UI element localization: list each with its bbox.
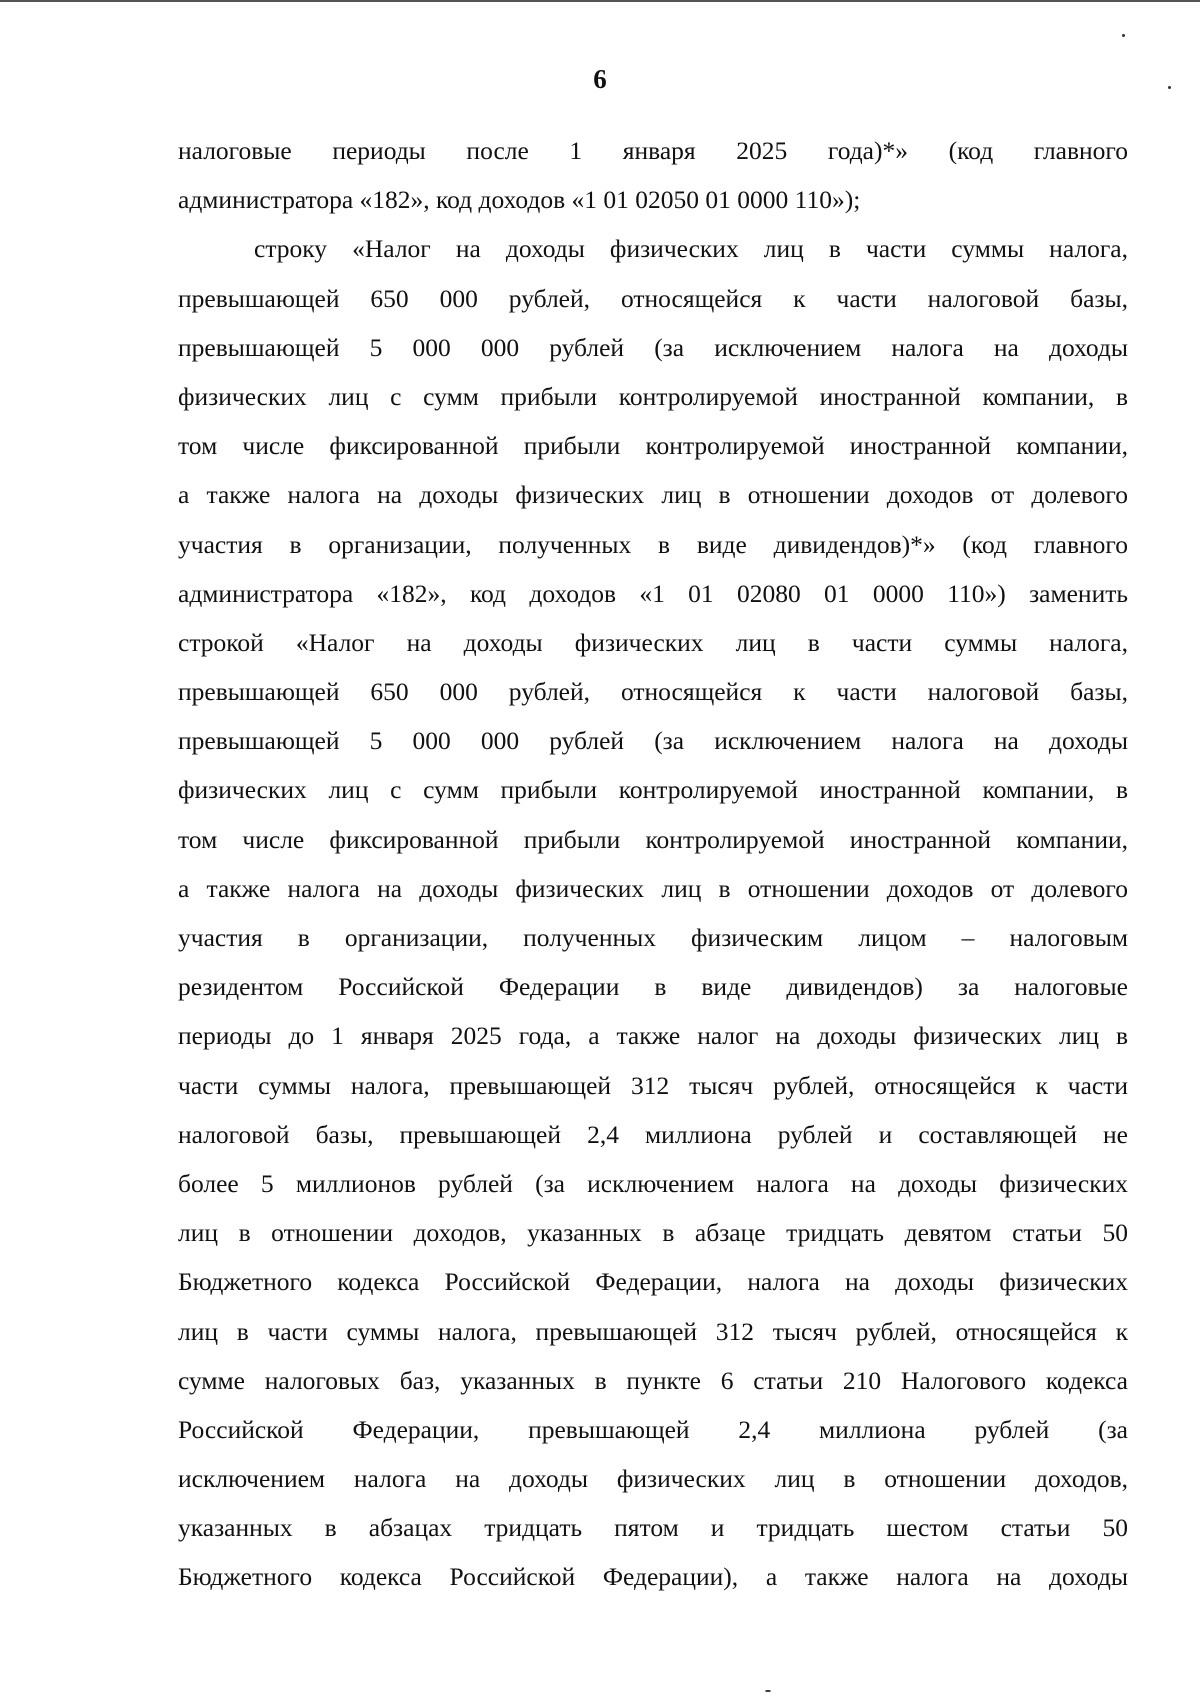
text-line: превышающей 5 000 000 рублей (за исключением налога на доходы — [178, 726, 1128, 756]
text-line: Бюджетного кодекса Российской Федерации), а также налога на доходы — [178, 1562, 1128, 1592]
text-line: а также налога на доходы физических лиц в отношении доходов от долевого — [178, 480, 1128, 510]
text-line: участия в организации, полученных физическим лицом – налоговым — [178, 923, 1128, 952]
text-line: участия в организации, полученных в виде дивидендов)*» (код главного — [178, 529, 1128, 559]
text-line: лиц в отношении доходов, указанных в абзаце тридцать девятом статьи 50 — [178, 1218, 1128, 1248]
text-line: налоговые периоды после 1 января 2025 года)*» (код главного — [178, 136, 1128, 165]
text-line: указанных в абзацах тридцать пятом и тридцать шестом статьи 50 — [178, 1513, 1128, 1543]
text-line: том числе фиксированной прибыли контролируемой иностранной компании, — [178, 824, 1128, 854]
text-line: физических лиц с сумм прибыли контролируемой иностранной компании, в — [178, 381, 1128, 411]
text-line: физических лиц с сумм прибыли контролируемой иностранной компании, в — [178, 775, 1128, 805]
text-line: строку «Налог на доходы физических лиц в части суммы налога, — [254, 234, 1128, 264]
text-line: Бюджетного кодекса Российской Федерации, налога на доходы физических — [178, 1267, 1128, 1297]
text-line: резидентом Российской Федерации в виде дивидендов) за налоговые — [178, 972, 1128, 1002]
scan-speck — [765, 1690, 771, 1692]
text-line: администратора «182», код доходов «1 01 02050 01 0000 110»); — [178, 185, 861, 215]
text-line: периоды до 1 января 2025 года, а также налог на доходы физических лиц в — [178, 1021, 1128, 1051]
text-line: исключением налога на доходы физических лиц в отношении доходов, — [178, 1464, 1128, 1494]
document-body — [178, 126, 1128, 1602]
text-line: Российской Федерации, превышающей 2,4 миллиона рублей (за — [178, 1414, 1128, 1444]
text-line: а также налога на доходы физических лиц в отношении доходов от долевого — [178, 873, 1128, 903]
text-line: том числе фиксированной прибыли контролируемой иностранной компании, — [178, 431, 1128, 461]
text-line: администратора «182», код доходов «1 01 02080 01 0000 110») заменить — [178, 578, 1128, 608]
text-line: превышающей 650 000 рублей, относящейся к части налоговой базы, — [178, 677, 1128, 707]
page-number: 6 — [593, 64, 607, 94]
text-line: строкой «Налог на доходы физических лиц в части суммы налога, — [178, 627, 1128, 657]
text-line: сумме налоговых баз, указанных в пункте 6 статьи 210 Налогового кодекса — [178, 1365, 1128, 1395]
scan-speck — [1122, 34, 1125, 37]
text-line: лиц в части суммы налога, превышающей 312 тысяч рублей, относящейся к — [178, 1316, 1128, 1346]
text-line: более 5 миллионов рублей (за исключением налога на доходы физических — [178, 1168, 1128, 1198]
scan-edge-line — [0, 0, 1200, 2]
text-line: превышающей 650 000 рублей, относящейся к части налоговой базы, — [178, 283, 1128, 313]
text-line: налоговой базы, превышающей 2,4 миллиона рублей и составляющей не — [178, 1119, 1128, 1149]
text-line: превышающей 5 000 000 рублей (за исключением налога на доходы — [178, 332, 1128, 362]
text-line: части суммы налога, превышающей 312 тысяч рублей, относящейся к части — [178, 1070, 1128, 1100]
